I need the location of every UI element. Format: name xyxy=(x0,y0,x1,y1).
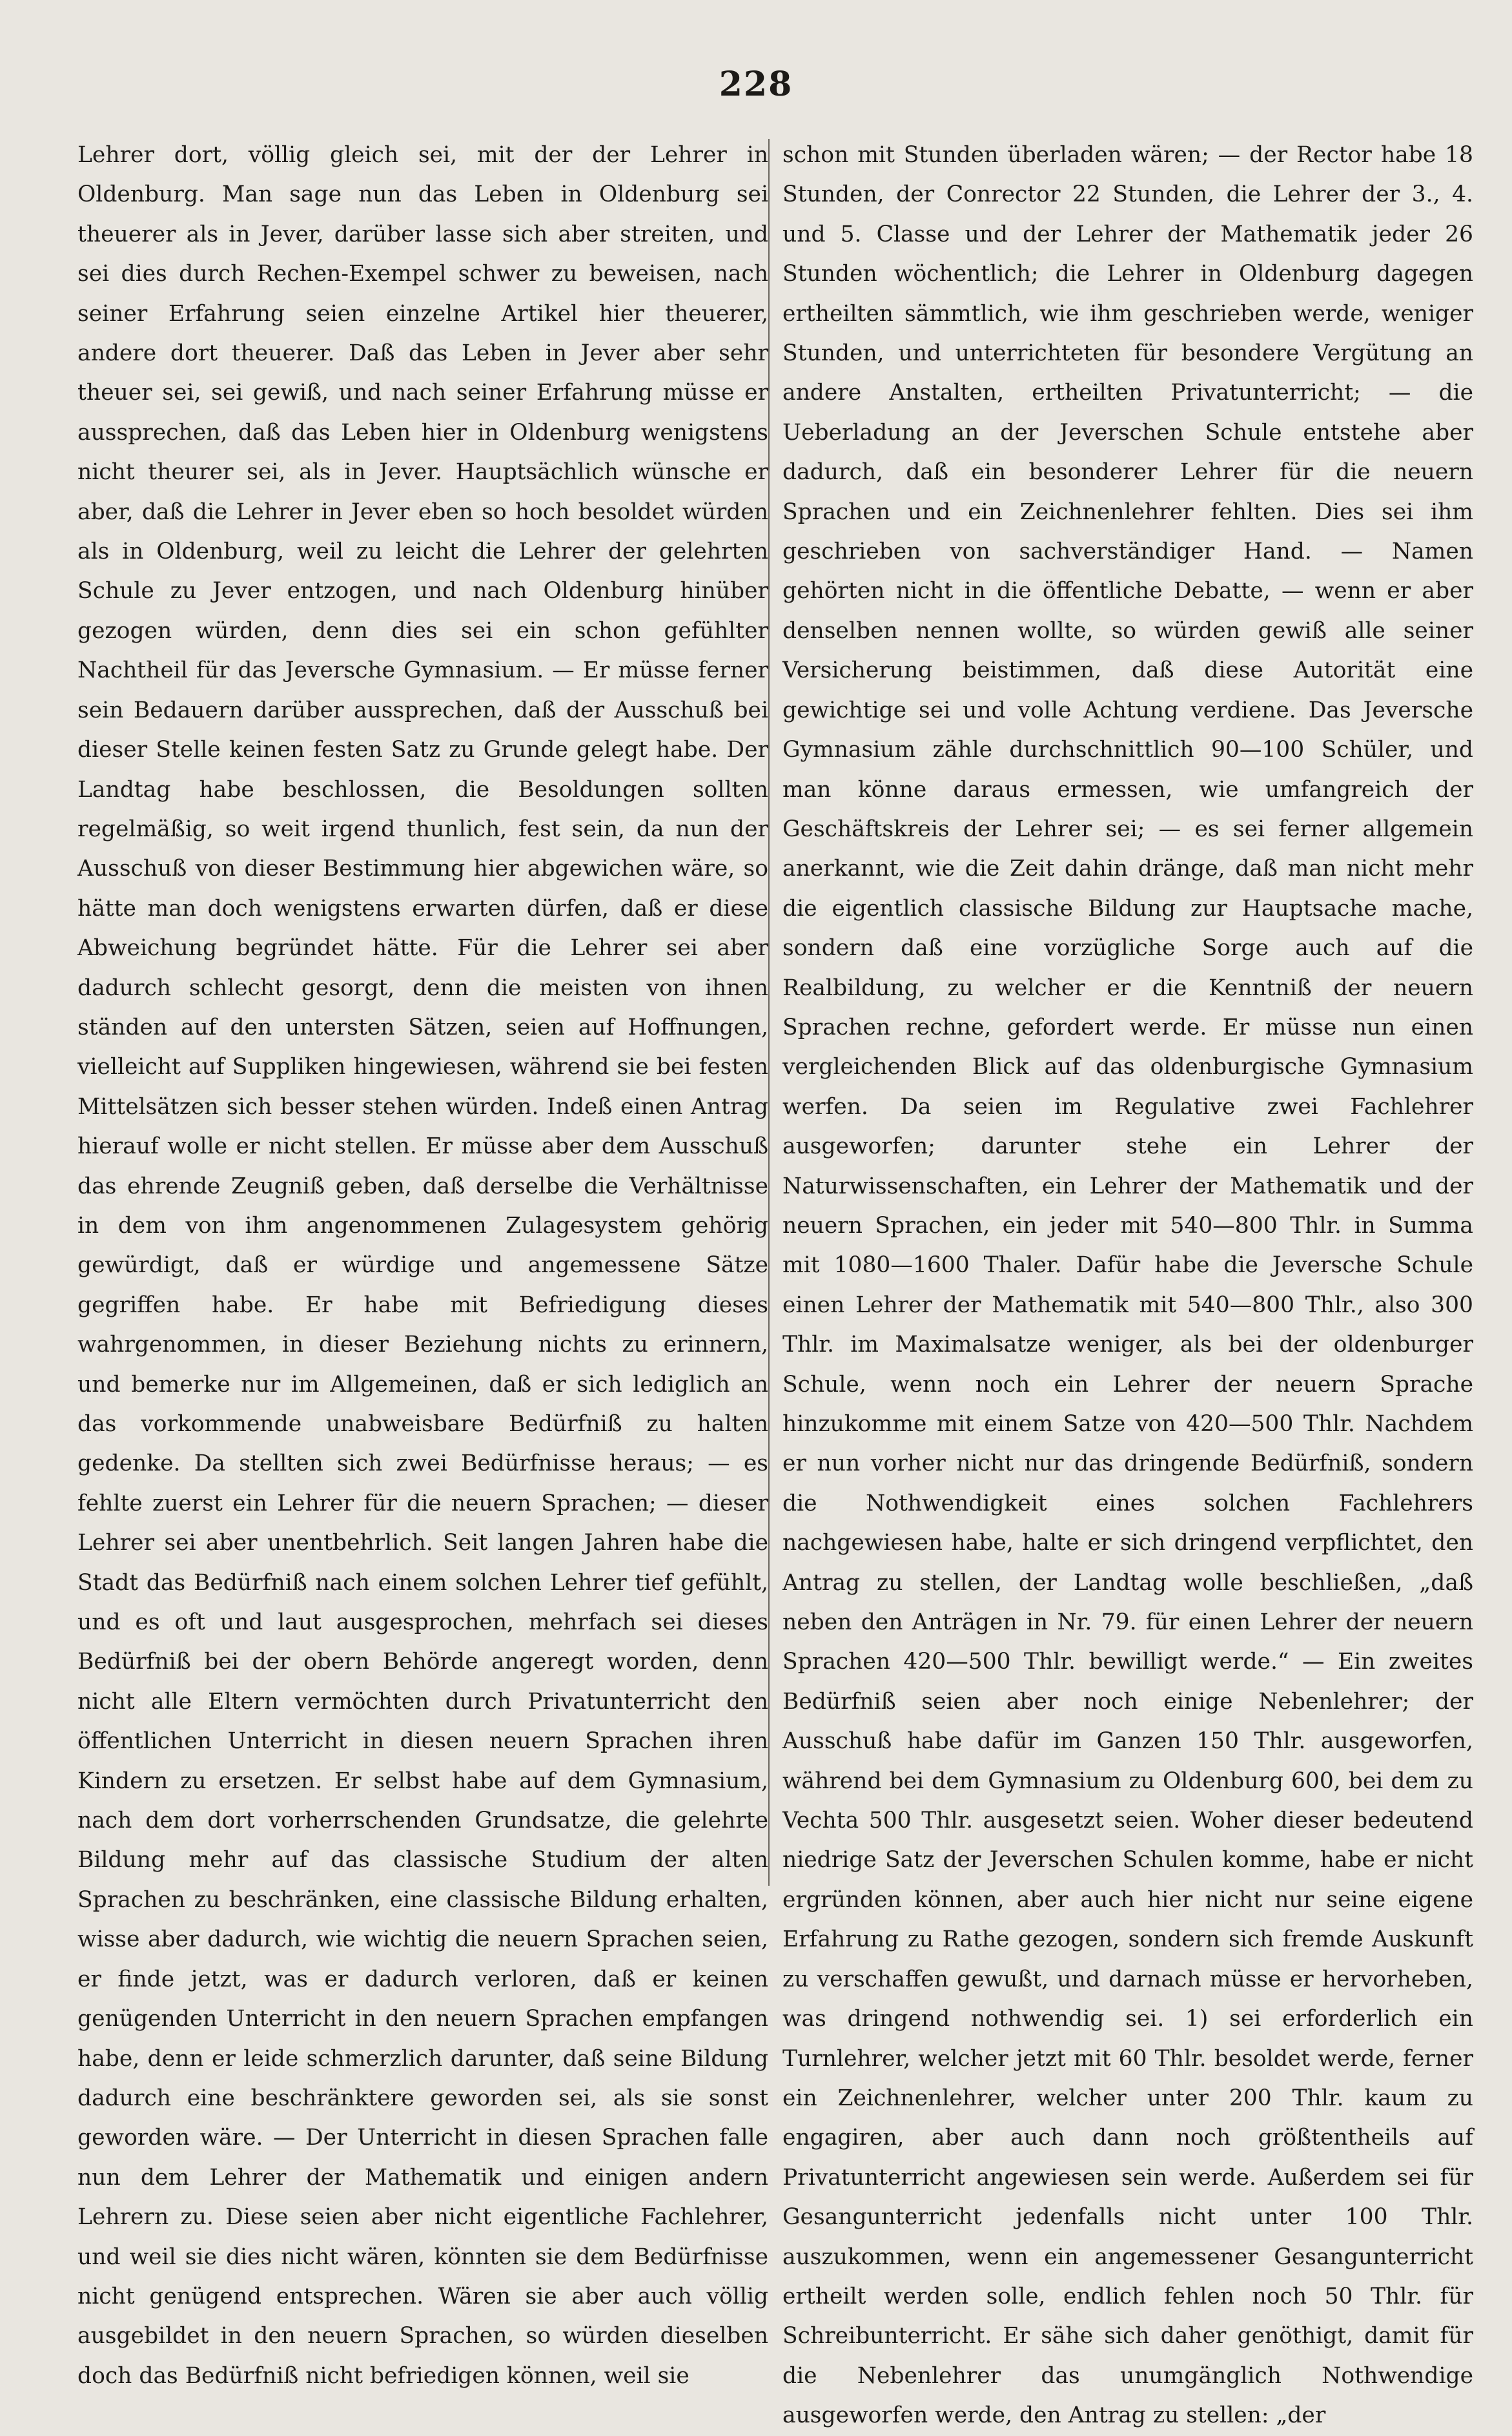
left-column xyxy=(77,136,768,2389)
right-column xyxy=(782,136,1473,2429)
page-number: 228 xyxy=(719,65,793,104)
right-column-text: schon mit Stunden überladen wären; — der Rector habe 18 Stunden, der Conrector 22 Stunden, die Lehrer der 3., 4. und 5. Classe und der Lehrer der Mathematik jeder 26 Stunden wöchentlich; die Lehrer in Oldenburg dagegen ertheilten sämmtlich, wie ihm geschrieben werde, weniger Stunden, und unterrichteten für besondere Vergütung an andere Anstalten, ertheilten Privatunterricht; — die Ueberladung an der Jeverschen Schule entstehe aber dadurch, daß ein besonderer Lehrer für die neuern Sprachen und ein Zeichnenlehrer fehlten. Dies sei ihm geschrieben von sachverständiger Hand. — Namen gehörten nicht in die öffentliche Debatte, — wenn er aber denselben nennen wollte, so würden gewiß alle seiner Versicherung beistimmen, daß diese Autorität eine gewichtige sei und volle Achtung verdiene. Das Jeversche Gymnasium zähle durchschnittlich 90—100 Schüler, und man könne daraus ermessen, wie umfangreich der Geschäftskreis der Lehrer sei; — es sei ferner allgemein anerkannt, wie die Zeit dahin dränge, daß man nicht mehr die eigentlich classische Bildung zur Hauptsache mache, sondern daß eine vorzügliche Sorge auch auf die Realbildung, zu welcher er die Kenntniß der neuern Sprachen rechne, gefordert werde. Er müsse nun einen vergleichenden Blick auf das oldenburgische Gymnasium werfen. Da seien im Regulative zwei Fachlehrer ausgeworfen; darunter stehe ein Lehrer der Naturwissenschaften, ein Lehrer der Mathematik und der neuern Sprachen, ein jeder mit 540—800 Thlr. in Summa mit 1080—1600 Thaler. Dafür habe die Jeversche Schule einen Lehrer der Mathematik mit 540—800 Thlr., also 300 Thlr. im Maximalsatze weniger, als bei der oldenburger Schule, wenn noch ein Lehrer der neuern Sprache hinzukomme mit einem Satze von 420—500 Thlr. Nachdem er nun vorher nicht nur das dringende Bedürfniß, sondern die Nothwendigkeit eines solchen Fachlehrers nachgewiesen habe, halte er sich dringend verpflichtet, den Antrag zu stellen, der Landtag wolle beschließen, „daß neben den Anträgen in Nr. 79. für einen Lehrer der neuern Sprachen 420—500 Thlr. bewilligt werde.“ — Ein zweites Bedürfniß seien aber noch einige Nebenlehrer; der Ausschuß habe dafür im Ganzen 150 Thlr. ausgeworfen, während bei dem Gymnasium zu Oldenburg 600, bei dem zu Vechta 500 Thlr. ausgesetzt seien. Woher dieser bedeutend niedrige Satz der Jeverschen Schulen komme, habe er nicht ergründen können, aber auch hier nicht nur seine eigene Erfahrung zu Rathe gezogen, sondern sich fremde Auskunft zu verschaffen gewußt, und darnach müsse er hervorheben, was dringend nothwendig sei. 1) sei erforderlich ein Turnlehrer, welcher jetzt mit 60 Thlr. besoldet werde, ferner ein Zeichnenlehrer, welcher unter 200 Thlr. kaum zu engagiren, aber auch dann noch größtentheils auf Privatunterricht angewiesen sein werde. Außerdem sei für Gesangunterricht jedenfalls nicht unter 100 Thlr. auszukommen, wenn ein angemessener Gesangunterricht ertheilt werden solle, endlich fehlen noch 50 Thlr. für Schreibunterricht. Er sähe sich daher genöthigt, damit für die Nebenlehrer das unumgänglich Nothwendige ausgeworfen werde, den Antrag zu stellen: „der xyxy=(782,142,1473,2429)
column-divider xyxy=(768,139,770,1886)
left-column-text: Lehrer dort, völlig gleich sei, mit der der Lehrer in Oldenburg. Man sage nun das Leben in Oldenburg sei theuerer als in Jever, darüber lasse sich aber streiten, und sei dies durch Rechen-Exempel schwer zu beweisen, nach seiner Erfahrung seien einzelne Artikel hier theuerer, andere dort theuerer. Daß das Leben in Jever aber sehr theuer sei, sei gewiß, und nach seiner Erfahrung müsse er aussprechen, daß das Leben hier in Oldenburg wenigstens nicht theurer sei, als in Jever. Hauptsächlich wünsche er aber, daß die Lehrer in Jever eben so hoch besoldet würden als in Oldenburg, weil zu leicht die Lehrer der gelehrten Schule zu Jever entzogen, und nach Oldenburg hinüber gezogen würden, denn dies sei ein schon gefühlter Nachtheil für das Jeversche Gymnasium. — Er müsse ferner sein Bedauern darüber aussprechen, daß der Ausschuß bei dieser Stelle keinen festen Satz zu Grunde gelegt habe. Der Landtag habe beschlossen, die Besoldungen sollten regelmäßig, so weit irgend thunlich, fest sein, da nun der Ausschuß von dieser Bestimmung hier abgewichen wäre, so hätte man doch wenigstens erwarten dürfen, daß er diese Abweichung begründet hätte. Für die Lehrer sei aber dadurch schlecht gesorgt, denn die meisten von ihnen ständen auf den untersten Sätzen, seien auf Hoffnungen, vielleicht auf Suppliken hingewiesen, während sie bei festen Mittelsätzen sich besser stehen würden. Indeß einen Antrag hierauf wolle er nicht stellen. Er müsse aber dem Ausschuß das ehrende Zeugniß geben, daß derselbe die Verhältnisse in dem von ihm angenommenen Zulagesystem gehörig gewürdigt, daß er würdige und angemessene Sätze gegriffen habe. Er habe mit Befriedigung dieses wahrgenommen, in dieser Beziehung nichts zu erinnern, und bemerke nur im Allgemeinen, daß er sich lediglich an das vorkommende unabweisbare Bedürfniß zu halten gedenke. Da stellten sich zwei Bedürfnisse heraus; — es fehlte zuerst ein Lehrer für die neuern Sprachen; — dieser Lehrer sei aber unentbehrlich. Seit langen Jahren habe die Stadt das Bedürfniß nach einem solchen Lehrer tief gefühlt, und es oft und laut ausgesprochen, mehrfach sei dieses Bedürfniß bei der obern Behörde angeregt worden, denn nicht alle Eltern vermöchten durch Privatunterricht den öffentlichen Unterricht in diesen neuern Sprachen ihren Kindern zu ersetzen. Er selbst habe auf dem Gymnasium, nach dem dort vorherrschenden Grundsatze, die gelehrte Bildung mehr auf das classische Studium der alten Sprachen zu beschränken, eine classische Bildung erhalten, wisse aber dadurch, wie wichtig die neuern Sprachen seien, er finde jetzt, was er dadurch verloren, daß er keinen genügenden Unterricht in den neuern Sprachen empfangen habe, denn er leide schmerzlich darunter, daß seine Bildung dadurch eine beschränktere geworden sei, als sie sonst geworden wäre. — Der Unterricht in diesen Sprachen falle nun dem Lehrer der Mathematik und einigen andern Lehrern zu. Diese seien aber nicht eigentliche Fachlehrer, und weil sie dies nicht wären, könnten sie dem Bedürfnisse nicht genügend entsprechen. Wären sie aber auch völlig ausgebildet in den neuern Sprachen, so würden dieselben doch das Bedürfniß nicht befriedigen können, weil sie xyxy=(77,142,768,2389)
